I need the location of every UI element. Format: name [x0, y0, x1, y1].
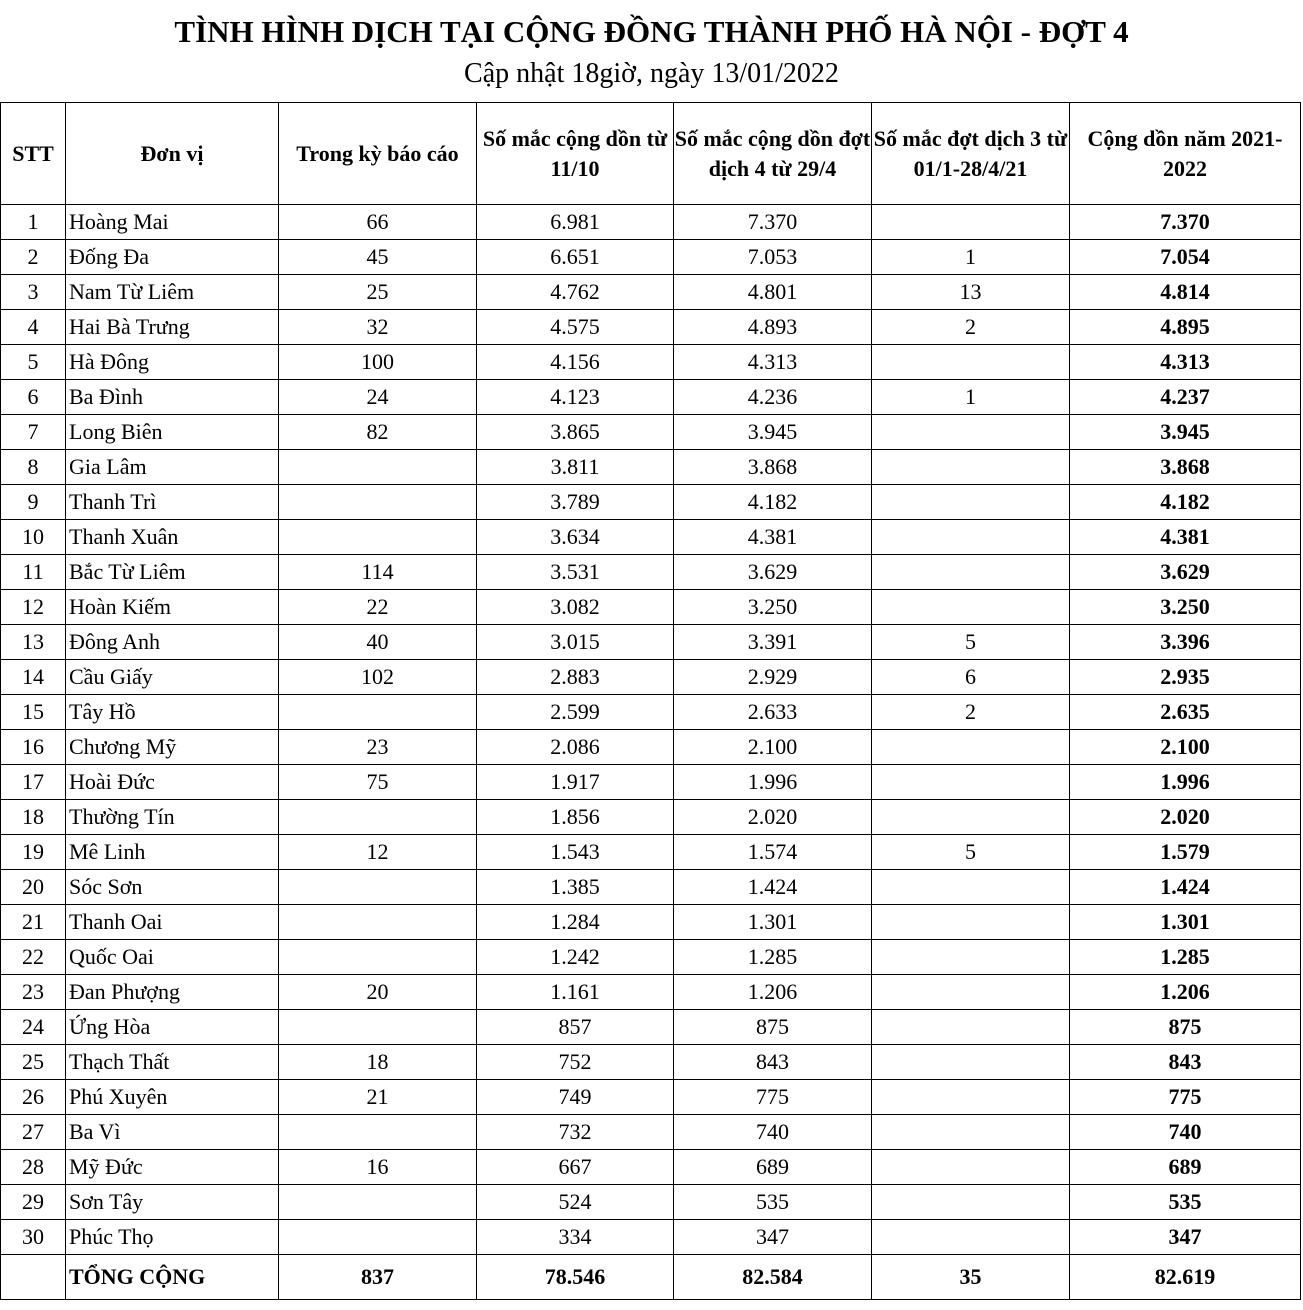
table-row	[1, 240, 1301, 275]
cell-wave3	[872, 205, 1070, 240]
cell-since-1110: 3.789	[477, 485, 674, 520]
cases-table	[0, 102, 1301, 1300]
cell-period	[279, 940, 477, 975]
cell-wave4: 843	[674, 1045, 872, 1080]
cell-since-1110: 1.385	[477, 870, 674, 905]
cell-stt: 6	[1, 380, 66, 415]
cell-period: 22	[279, 590, 477, 625]
cell-period	[279, 905, 477, 940]
header-unit: Đơn vị	[66, 103, 279, 205]
total-period: 837	[279, 1255, 477, 1300]
total-label: TỔNG CỘNG	[66, 1255, 279, 1300]
cell-unit: Hoàn Kiếm	[66, 590, 279, 625]
table-row	[1, 380, 1301, 415]
cell-total-year: 4.895	[1070, 310, 1301, 345]
cell-total-year: 1.424	[1070, 870, 1301, 905]
cell-stt: 30	[1, 1220, 66, 1255]
cell-period: 20	[279, 975, 477, 1010]
cell-period: 23	[279, 730, 477, 765]
cell-total-year: 4.814	[1070, 275, 1301, 310]
cell-unit: Sơn Tây	[66, 1185, 279, 1220]
cell-since-1110: 1.917	[477, 765, 674, 800]
cell-total-year: 3.629	[1070, 555, 1301, 590]
header-total-year: Cộng dồn năm 2021-2022	[1070, 103, 1301, 205]
cell-period: 82	[279, 415, 477, 450]
cell-wave3	[872, 1010, 1070, 1045]
cell-total-year: 740	[1070, 1115, 1301, 1150]
cell-unit: Đông Anh	[66, 625, 279, 660]
cell-wave3	[872, 1220, 1070, 1255]
cell-period	[279, 1115, 477, 1150]
table-row	[1, 205, 1301, 240]
cell-since-1110: 334	[477, 1220, 674, 1255]
table-row	[1, 345, 1301, 380]
cell-period	[279, 520, 477, 555]
cell-stt: 11	[1, 555, 66, 590]
cell-unit: Thanh Oai	[66, 905, 279, 940]
cell-wave4: 3.250	[674, 590, 872, 625]
table-row	[1, 835, 1301, 870]
table-row	[1, 1115, 1301, 1150]
cell-stt: 9	[1, 485, 66, 520]
header-since-1110: Số mắc cộng dồn từ 11/10	[477, 103, 674, 205]
cell-wave3	[872, 1045, 1070, 1080]
total-row	[1, 1255, 1301, 1300]
cell-period: 18	[279, 1045, 477, 1080]
cell-total-year: 1.579	[1070, 835, 1301, 870]
cell-wave4: 7.370	[674, 205, 872, 240]
cell-wave4: 1.996	[674, 765, 872, 800]
cell-since-1110: 2.086	[477, 730, 674, 765]
cell-stt: 25	[1, 1045, 66, 1080]
table-row	[1, 520, 1301, 555]
cell-total-year: 2.020	[1070, 800, 1301, 835]
cell-period	[279, 870, 477, 905]
cell-since-1110: 2.883	[477, 660, 674, 695]
cell-wave3	[872, 870, 1070, 905]
cell-wave4: 2.633	[674, 695, 872, 730]
cell-wave3: 6	[872, 660, 1070, 695]
cell-since-1110: 3.634	[477, 520, 674, 555]
cell-stt: 8	[1, 450, 66, 485]
header-row	[1, 103, 1301, 205]
cell-period	[279, 695, 477, 730]
cell-wave4: 4.801	[674, 275, 872, 310]
cell-unit: Ba Đình	[66, 380, 279, 415]
cell-stt: 14	[1, 660, 66, 695]
cell-stt: 28	[1, 1150, 66, 1185]
cell-wave4: 775	[674, 1080, 872, 1115]
cell-total-year: 4.381	[1070, 520, 1301, 555]
table-row	[1, 1220, 1301, 1255]
cell-period: 114	[279, 555, 477, 590]
table-row	[1, 555, 1301, 590]
table-row	[1, 975, 1301, 1010]
cell-stt: 18	[1, 800, 66, 835]
cell-wave3: 13	[872, 275, 1070, 310]
cell-wave4: 1.424	[674, 870, 872, 905]
cell-stt: 5	[1, 345, 66, 380]
cell-total-year: 2.935	[1070, 660, 1301, 695]
cell-stt: 26	[1, 1080, 66, 1115]
cell-wave4: 4.313	[674, 345, 872, 380]
cell-unit: Mỹ Đức	[66, 1150, 279, 1185]
cell-unit: Phú Xuyên	[66, 1080, 279, 1115]
cell-since-1110: 3.082	[477, 590, 674, 625]
cell-since-1110: 1.284	[477, 905, 674, 940]
cell-since-1110: 1.543	[477, 835, 674, 870]
cell-wave4: 4.236	[674, 380, 872, 415]
cell-since-1110: 6.981	[477, 205, 674, 240]
cell-since-1110: 1.161	[477, 975, 674, 1010]
cell-total-year: 2.635	[1070, 695, 1301, 730]
cell-since-1110: 4.156	[477, 345, 674, 380]
cell-total-year: 347	[1070, 1220, 1301, 1255]
cell-stt: 20	[1, 870, 66, 905]
cell-stt: 13	[1, 625, 66, 660]
cell-wave4: 7.053	[674, 240, 872, 275]
total-wave3: 35	[872, 1255, 1070, 1300]
cell-since-1110: 3.015	[477, 625, 674, 660]
cell-wave3	[872, 1115, 1070, 1150]
cell-total-year: 2.100	[1070, 730, 1301, 765]
cell-stt: 23	[1, 975, 66, 1010]
cell-wave3	[872, 415, 1070, 450]
header-wave3: Số mắc đợt dịch 3 từ 01/1-28/4/21	[872, 103, 1070, 205]
cell-stt: 17	[1, 765, 66, 800]
cell-stt: 24	[1, 1010, 66, 1045]
cell-total-year: 689	[1070, 1150, 1301, 1185]
cell-since-1110: 752	[477, 1045, 674, 1080]
cell-unit: Hoàng Mai	[66, 205, 279, 240]
cell-wave4: 1.301	[674, 905, 872, 940]
cell-wave3	[872, 1150, 1070, 1185]
cell-wave4: 3.629	[674, 555, 872, 590]
table-row	[1, 450, 1301, 485]
cell-wave3	[872, 800, 1070, 835]
cell-wave3	[872, 1080, 1070, 1115]
cell-wave4: 4.381	[674, 520, 872, 555]
cell-wave4: 2.020	[674, 800, 872, 835]
cell-unit: Đống Đa	[66, 240, 279, 275]
cell-unit: Đan Phượng	[66, 975, 279, 1010]
cell-unit: Sóc Sơn	[66, 870, 279, 905]
cell-total-year: 7.370	[1070, 205, 1301, 240]
cell-period: 24	[279, 380, 477, 415]
cell-stt: 7	[1, 415, 66, 450]
cell-wave3	[872, 975, 1070, 1010]
cell-stt: 1	[1, 205, 66, 240]
table-row	[1, 660, 1301, 695]
page-title: TÌNH HÌNH DỊCH TẠI CỘNG ĐỒNG THÀNH PHỐ HÀ NỘI - ĐỢT 4	[174, 14, 1129, 49]
cell-since-1110: 2.599	[477, 695, 674, 730]
table-row	[1, 310, 1301, 345]
cell-wave3	[872, 345, 1070, 380]
cell-unit: Ứng Hòa	[66, 1010, 279, 1045]
cell-total-year: 7.054	[1070, 240, 1301, 275]
cell-stt: 12	[1, 590, 66, 625]
cell-stt: 16	[1, 730, 66, 765]
cell-stt: 2	[1, 240, 66, 275]
table-row	[1, 905, 1301, 940]
cell-period	[279, 1010, 477, 1045]
cell-period: 12	[279, 835, 477, 870]
header-wave4: Số mắc cộng dồn đợt dịch 4 từ 29/4	[674, 103, 872, 205]
cell-total-year: 535	[1070, 1185, 1301, 1220]
cell-wave4: 4.182	[674, 485, 872, 520]
cell-since-1110: 6.651	[477, 240, 674, 275]
cell-wave4: 3.391	[674, 625, 872, 660]
cell-wave3	[872, 555, 1070, 590]
cell-wave4: 2.929	[674, 660, 872, 695]
cell-unit: Thường Tín	[66, 800, 279, 835]
cell-unit: Hai Bà Trưng	[66, 310, 279, 345]
cell-unit: Long Biên	[66, 415, 279, 450]
cell-wave4: 1.285	[674, 940, 872, 975]
cell-period: 32	[279, 310, 477, 345]
table-row	[1, 485, 1301, 520]
cell-stt: 21	[1, 905, 66, 940]
cell-period: 16	[279, 1150, 477, 1185]
cell-wave4: 347	[674, 1220, 872, 1255]
cell-wave3	[872, 590, 1070, 625]
cell-unit: Ba Vì	[66, 1115, 279, 1150]
cell-since-1110: 1.856	[477, 800, 674, 835]
cell-total-year: 3.396	[1070, 625, 1301, 660]
cell-wave3	[872, 940, 1070, 975]
cell-wave4: 2.100	[674, 730, 872, 765]
cell-total-year: 1.996	[1070, 765, 1301, 800]
cell-wave3: 5	[872, 835, 1070, 870]
table-row	[1, 590, 1301, 625]
cell-period	[279, 485, 477, 520]
cell-period: 75	[279, 765, 477, 800]
cell-wave4: 1.574	[674, 835, 872, 870]
cell-wave4: 3.945	[674, 415, 872, 450]
cell-unit: Thanh Trì	[66, 485, 279, 520]
cell-wave4: 535	[674, 1185, 872, 1220]
cell-total-year: 4.237	[1070, 380, 1301, 415]
table-row	[1, 1185, 1301, 1220]
cell-period: 66	[279, 205, 477, 240]
cell-wave3: 2	[872, 695, 1070, 730]
cell-unit: Tây Hồ	[66, 695, 279, 730]
cell-stt: 19	[1, 835, 66, 870]
cell-total-year: 1.206	[1070, 975, 1301, 1010]
cell-period: 25	[279, 275, 477, 310]
cell-wave4: 1.206	[674, 975, 872, 1010]
table-row	[1, 1150, 1301, 1185]
cell-unit: Mê Linh	[66, 835, 279, 870]
cell-unit: Hà Đông	[66, 345, 279, 380]
cell-unit: Thanh Xuân	[66, 520, 279, 555]
cell-wave3: 1	[872, 240, 1070, 275]
cell-total-year: 3.868	[1070, 450, 1301, 485]
cell-total-year: 875	[1070, 1010, 1301, 1045]
cell-unit: Gia Lâm	[66, 450, 279, 485]
cell-wave3	[872, 1185, 1070, 1220]
cell-total-year: 1.285	[1070, 940, 1301, 975]
table-row	[1, 695, 1301, 730]
table-row	[1, 625, 1301, 660]
cell-stt: 10	[1, 520, 66, 555]
header-period: Trong kỳ báo cáo	[279, 103, 477, 205]
table-row	[1, 1080, 1301, 1115]
cell-since-1110: 3.811	[477, 450, 674, 485]
cell-stt: 15	[1, 695, 66, 730]
cell-unit: Cầu Giấy	[66, 660, 279, 695]
cell-total-year: 3.250	[1070, 590, 1301, 625]
cell-since-1110: 3.531	[477, 555, 674, 590]
page-subtitle: Cập nhật 18giờ, ngày 13/01/2022	[464, 58, 839, 89]
cell-unit: Thạch Thất	[66, 1045, 279, 1080]
cell-wave3	[872, 520, 1070, 555]
cell-period	[279, 800, 477, 835]
total-total-year: 82.619	[1070, 1255, 1301, 1300]
cell-since-1110: 749	[477, 1080, 674, 1115]
header-stt: STT	[1, 103, 66, 205]
cell-total-year: 843	[1070, 1045, 1301, 1080]
table-row	[1, 1045, 1301, 1080]
cell-since-1110: 4.123	[477, 380, 674, 415]
cell-total-year: 3.945	[1070, 415, 1301, 450]
cell-wave4: 875	[674, 1010, 872, 1045]
total-wave4: 82.584	[674, 1255, 872, 1300]
table-body	[1, 205, 1301, 1255]
table-row	[1, 730, 1301, 765]
cell-period: 40	[279, 625, 477, 660]
cell-wave4: 689	[674, 1150, 872, 1185]
cell-wave4: 4.893	[674, 310, 872, 345]
cell-since-1110: 1.242	[477, 940, 674, 975]
cell-period: 100	[279, 345, 477, 380]
cell-since-1110: 857	[477, 1010, 674, 1045]
cell-stt: 22	[1, 940, 66, 975]
cell-wave4: 740	[674, 1115, 872, 1150]
cell-unit: Phúc Thọ	[66, 1220, 279, 1255]
table-row	[1, 870, 1301, 905]
cell-period: 45	[279, 240, 477, 275]
cell-since-1110: 4.575	[477, 310, 674, 345]
cell-unit: Nam Từ Liêm	[66, 275, 279, 310]
cell-unit: Quốc Oai	[66, 940, 279, 975]
cell-since-1110: 667	[477, 1150, 674, 1185]
total-stt-cell	[1, 1255, 66, 1300]
cell-unit: Bắc Từ Liêm	[66, 555, 279, 590]
cell-wave3: 1	[872, 380, 1070, 415]
cell-wave3	[872, 905, 1070, 940]
cell-wave3: 5	[872, 625, 1070, 660]
table-row	[1, 765, 1301, 800]
table-row	[1, 1010, 1301, 1045]
cell-unit: Chương Mỹ	[66, 730, 279, 765]
cell-wave3	[872, 485, 1070, 520]
cell-total-year: 4.182	[1070, 485, 1301, 520]
cell-total-year: 775	[1070, 1080, 1301, 1115]
cell-wave4: 3.868	[674, 450, 872, 485]
cell-total-year: 1.301	[1070, 905, 1301, 940]
cell-period: 102	[279, 660, 477, 695]
cell-wave3	[872, 730, 1070, 765]
cell-since-1110: 524	[477, 1185, 674, 1220]
cell-wave3	[872, 765, 1070, 800]
cell-period	[279, 450, 477, 485]
cell-since-1110: 4.762	[477, 275, 674, 310]
table-row	[1, 415, 1301, 450]
cell-period	[279, 1220, 477, 1255]
table-row	[1, 275, 1301, 310]
cell-wave3: 2	[872, 310, 1070, 345]
cell-since-1110: 732	[477, 1115, 674, 1150]
cell-stt: 29	[1, 1185, 66, 1220]
cell-wave3	[872, 450, 1070, 485]
cell-since-1110: 3.865	[477, 415, 674, 450]
total-since-1110: 78.546	[477, 1255, 674, 1300]
cell-stt: 27	[1, 1115, 66, 1150]
table-row	[1, 940, 1301, 975]
cell-period	[279, 1185, 477, 1220]
cell-unit: Hoài Đức	[66, 765, 279, 800]
cell-total-year: 4.313	[1070, 345, 1301, 380]
table-row	[1, 800, 1301, 835]
cell-stt: 4	[1, 310, 66, 345]
cell-stt: 3	[1, 275, 66, 310]
cell-period: 21	[279, 1080, 477, 1115]
